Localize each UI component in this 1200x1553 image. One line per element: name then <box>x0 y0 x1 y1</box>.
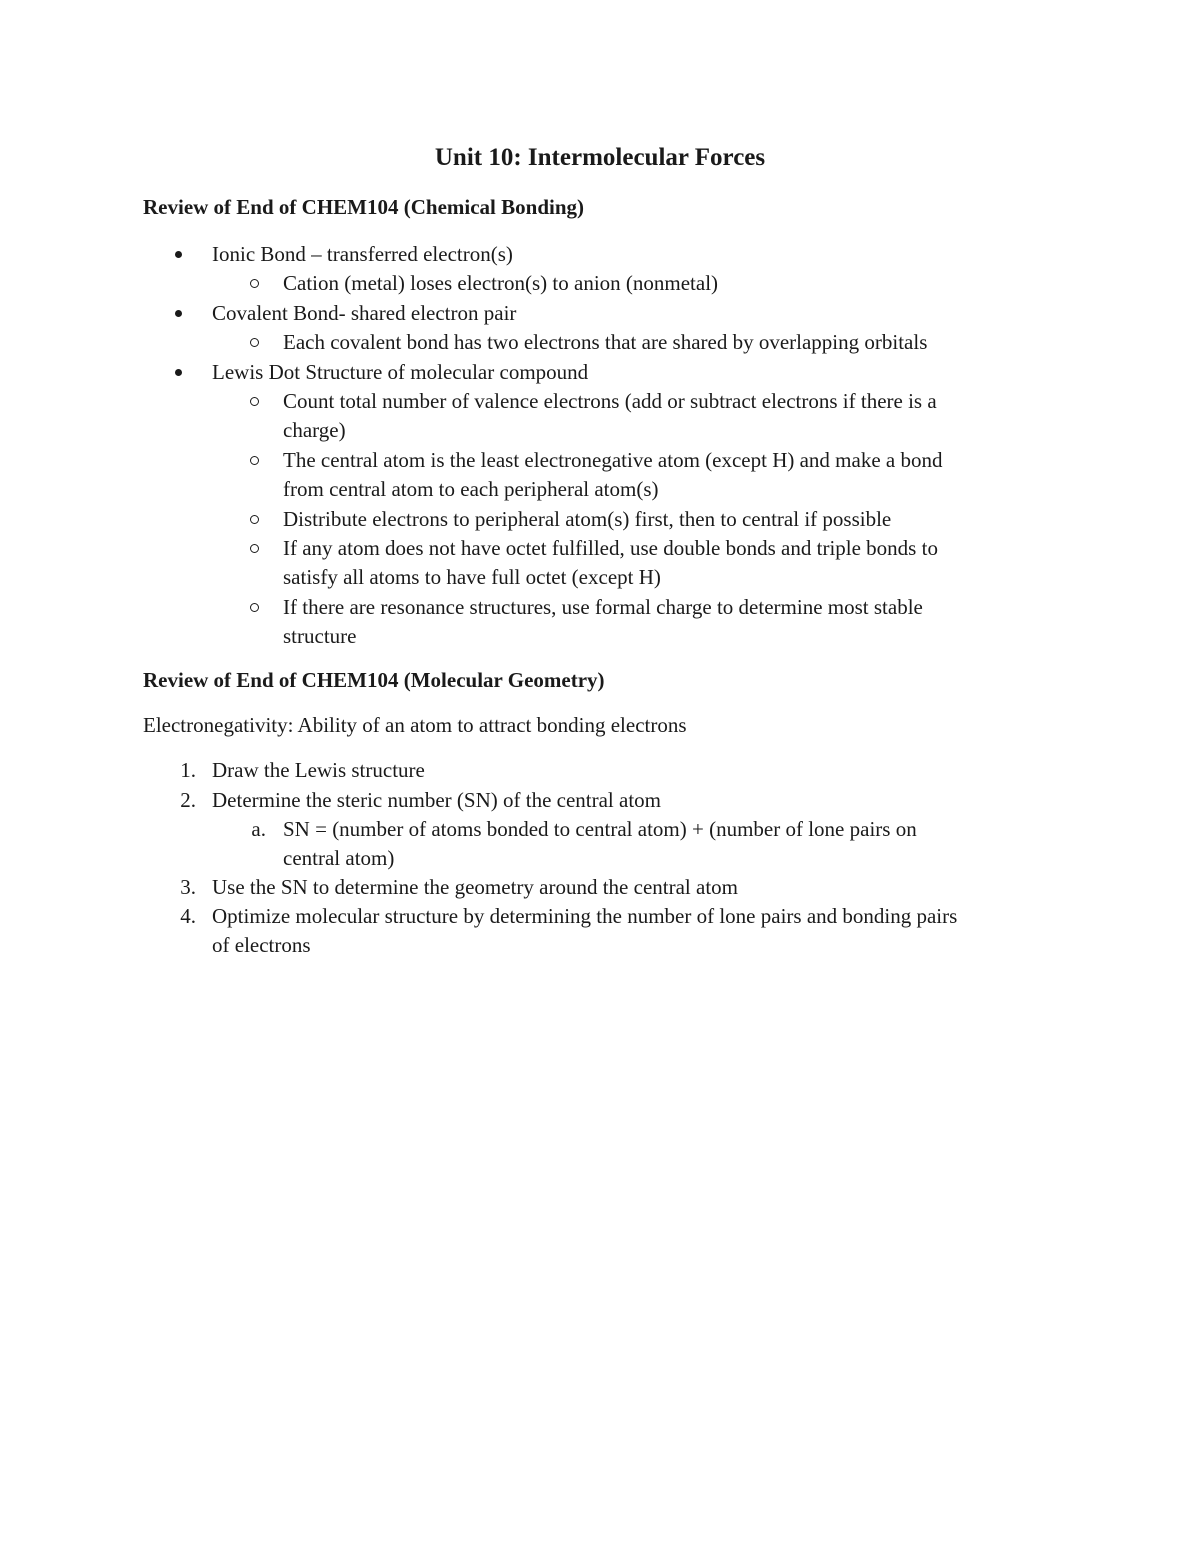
list-number: 2. <box>180 788 196 812</box>
circle-bullet-icon <box>250 515 259 524</box>
sub-bullet-item: The central atom is the least electronegative atom (except H) and make a bond <box>283 448 943 472</box>
sub-bullet-item: If any atom does not have octet fulfilled, use double bonds and triple bonds to <box>283 536 938 560</box>
sub-bullet-item-continuation: structure <box>283 624 357 648</box>
circle-bullet-icon <box>250 397 259 406</box>
list-number: 1. <box>180 758 196 782</box>
list-letter: a. <box>251 817 266 841</box>
bullet-item: Covalent Bond- shared electron pair <box>212 301 517 325</box>
list-item: Optimize molecular structure by determining the number of lone pairs and bonding pairs <box>212 904 958 928</box>
sub-bullet-item-continuation: from central atom to each peripheral atom(s) <box>283 477 659 501</box>
sub-list-item: SN = (number of atoms bonded to central atom) + (number of lone pairs on <box>283 817 917 841</box>
sub-bullet-item: Count total number of valence electrons (add or subtract electrons if there is a <box>283 389 937 413</box>
section-heading-chemical-bonding: Review of End of CHEM104 (Chemical Bonding) <box>143 195 584 219</box>
circle-bullet-icon <box>250 338 259 347</box>
list-item: Use the SN to determine the geometry around the central atom <box>212 875 738 899</box>
list-number: 3. <box>180 875 196 899</box>
sub-bullet-item-continuation: satisfy all atoms to have full octet (except H) <box>283 565 661 589</box>
bullet-icon <box>175 369 182 376</box>
sub-bullet-item: Distribute electrons to peripheral atom(s) first, then to central if possible <box>283 507 892 531</box>
circle-bullet-icon <box>250 544 259 553</box>
page-title: Unit 10: Intermolecular Forces <box>434 144 766 171</box>
section-heading-molecular-geometry: Review of End of CHEM104 (Molecular Geometry) <box>143 668 605 692</box>
sub-list-item-continuation: central atom) <box>283 846 395 870</box>
sub-bullet-item-continuation: charge) <box>283 418 346 442</box>
list-item-continuation: of electrons <box>212 933 311 957</box>
circle-bullet-icon <box>250 456 259 465</box>
list-item: Determine the steric number (SN) of the central atom <box>212 788 661 812</box>
bullet-item: Lewis Dot Structure of molecular compound <box>212 360 589 384</box>
bullet-icon <box>175 310 182 317</box>
sub-bullet-item: Each covalent bond has two electrons that are shared by overlapping orbitals <box>283 330 928 354</box>
definition-text: Electronegativity: Ability of an atom to attract bonding electrons <box>143 713 687 737</box>
bullet-item: Ionic Bond – transferred electron(s) <box>212 242 513 266</box>
circle-bullet-icon <box>250 603 259 612</box>
circle-bullet-icon <box>250 279 259 288</box>
list-item: Draw the Lewis structure <box>212 758 425 782</box>
bullet-icon <box>175 251 182 258</box>
sub-bullet-item: If there are resonance structures, use formal charge to determine most stable <box>283 595 923 619</box>
sub-bullet-item: Cation (metal) loses electron(s) to anion (nonmetal) <box>283 271 719 295</box>
list-number: 4. <box>180 904 196 928</box>
